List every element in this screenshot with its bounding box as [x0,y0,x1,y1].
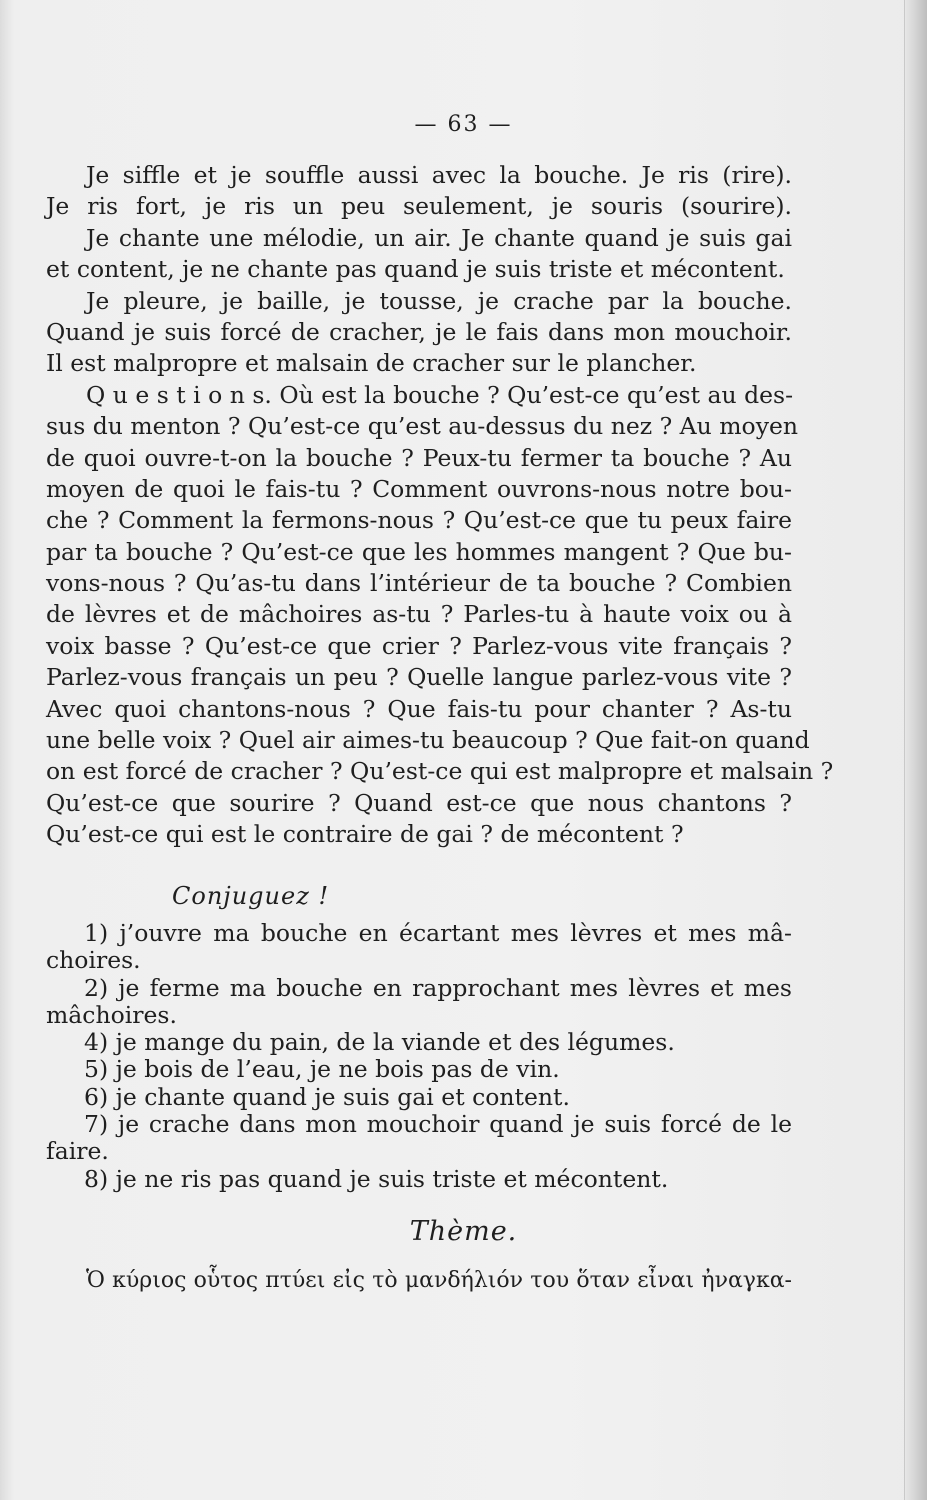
list-item: 6) je chante quand je suis gai et content. [84,1082,570,1111]
text-line: et content, je ne chante pas quand je suis triste et mécontent. [46,255,785,284]
greek-text-line: Ὁ κύριος οὗτος πτύει εἰς τὸ μανδήλιόν του ὅταν εἶναι ἠναγκα- [86,1268,792,1293]
list-item: 2) je ferme ma bouche en rapprochant mes lèvres et mes [84,973,792,1002]
theme-heading: Thème. [409,1216,518,1247]
text-line: Je ris fort, je ris un peu seulement, je souris (sourire). [46,192,792,221]
list-item: 8) je ne ris pas quand je suis triste et mécontent. [84,1164,669,1193]
text-line: Avec quoi chantons-nous ? Que fais-tu pour chanter ? As-tu [46,694,792,723]
list-item: 1) j’ouvre ma bouche en écartant mes lèvres et mes mâ- [84,919,792,947]
text-line: de lèvres et de mâchoires as-tu ? Parles-tu à haute voix ou à [46,600,792,629]
text-line: Quand je suis forcé de cracher, je le fais dans mon mouchoir. [46,317,792,346]
list-item-continuation: faire. [46,1137,109,1166]
text-line: che ? Comment la fermons-nous ? Qu’est-ce que tu peux faire [46,506,792,535]
text-line: on est forcé de cracher ? Qu’est-ce qui est malpropre et malsain ? [46,757,834,786]
page-number: — 63 — [414,112,513,137]
text-line: Je pleure, je baille, je tousse, je crache par la bouche. [86,286,792,315]
text-line: Qu’est-ce qui est le contraire de gai ? de mécontent ? [46,820,684,849]
list-item: 4) je mange du pain, de la viande et des légumes. [84,1028,675,1057]
text-line: Qu’est-ce que sourire ? Quand est-ce que nous chantons ? [46,788,792,817]
list-item-continuation: choires. [46,946,141,975]
text-line: Parlez-vous français un peu ? Quelle langue parlez-vous vite ? [46,663,792,692]
text-line: Q u e s t i o n s. Où est la bouche ? Qu’est-ce qu’est au des- [86,380,794,409]
list-item-continuation: mâchoires. [46,1000,177,1029]
text-line: Je siffle et je souffle aussi avec la bouche. Je ris (rire). [86,161,792,189]
text-line: Je chante une mélodie, un air. Je chante quand je suis gai [86,223,792,252]
text-line: sus du menton ? Qu’est-ce qu’est au-dessus du nez ? Au moyen [46,412,799,441]
conjugation-list [46,920,792,1193]
text-line: de quoi ouvre-t-on la bouche ? Peux-tu fermer ta bouche ? Au [46,443,792,472]
text-line: moyen de quoi le fais-tu ? Comment ouvrons-nous notre bou- [46,474,792,503]
list-item: 5) je bois de l’eau, je ne bois pas de vin. [84,1055,560,1084]
page-edge [904,0,927,1500]
conjugate-heading: Conjuguez ! [172,882,330,910]
text-line: vons-nous ? Qu’as-tu dans l’intérieur de ta bouche ? Combien [46,569,792,598]
body-paragraphs [46,160,834,851]
list-item: 7) je crache dans mon mouchoir quand je suis forcé de le [84,1110,792,1139]
text-line: voix basse ? Qu’est-ce que crier ? Parlez-vous vite français ? [46,631,792,660]
text-line: par ta bouche ? Qu’est-ce que les hommes mangent ? Que bu- [46,537,792,566]
text-line: une belle voix ? Quel air aimes-tu beaucoup ? Que fait-on quand [46,726,810,755]
text-line: Il est malpropre et malsain de cracher sur le plancher. [46,349,697,378]
